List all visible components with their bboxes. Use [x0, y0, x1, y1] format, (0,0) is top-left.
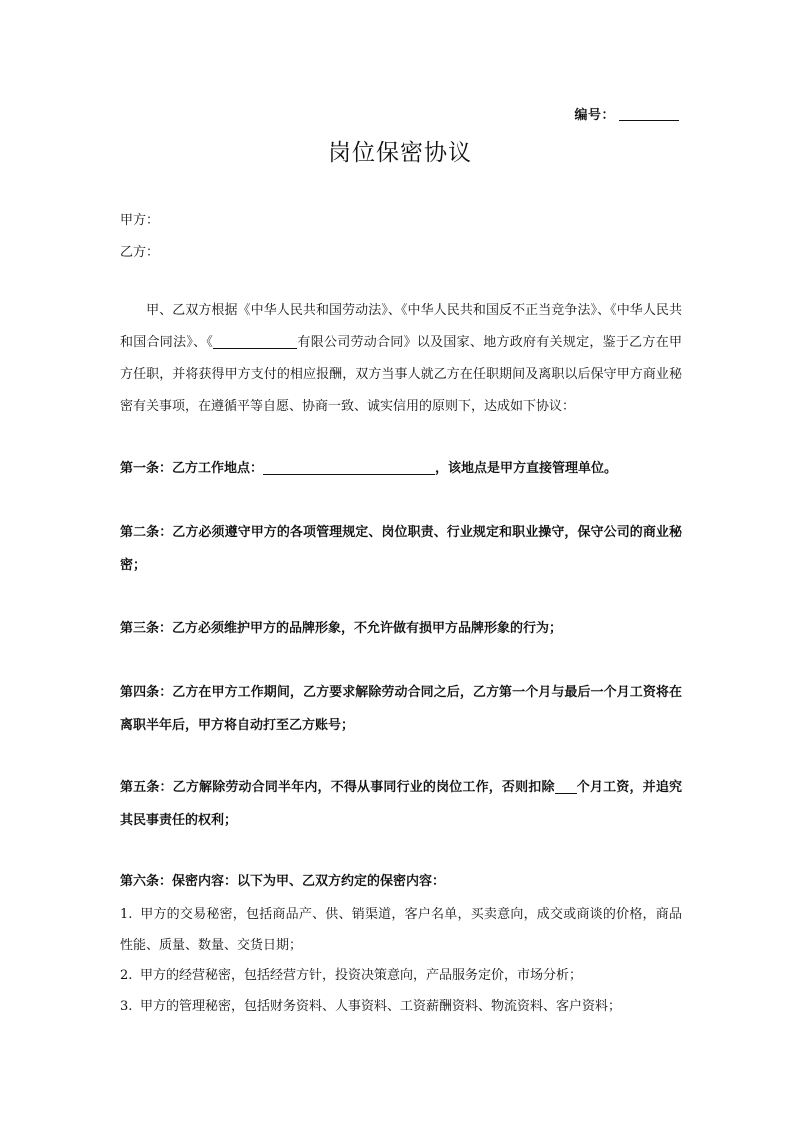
list-item-number: 1.	[120, 907, 133, 922]
months-blank	[555, 778, 577, 794]
clause-5-text-before: 第五条：乙方解除劳动合同半年内，不得从事同行业的岗位工作，否则扣除	[120, 780, 555, 795]
clause-5-text-after: 个月工资，并追究其民事责任的权利；	[120, 780, 682, 828]
party-b-label: 乙方：	[120, 245, 160, 260]
company-name-blank	[213, 333, 297, 349]
work-location-blank	[263, 459, 435, 475]
clause-2: 第二条：乙方必须遵守甲方的各项管理规定、岗位职责、行业规定和职业操守，保守公司的商业秘密；	[120, 525, 682, 573]
list-item	[120, 960, 682, 991]
intro-text-1: 甲、乙双方根据《中华人民共和国劳动法》、《中华人民共和国反不正当竞争法》、《中华人民共和国合同法》、《	[120, 303, 682, 350]
document-number	[574, 104, 679, 123]
list-item-text: 甲方的交易秘密，包括商品产、供、销渠道，客户名单，买卖意向，成交或商谈的价格，商品性能、质量、数量、交货日期；	[120, 907, 682, 953]
intro-paragraph	[120, 295, 682, 423]
list-item-number: 3.	[120, 999, 133, 1014]
clause-1	[120, 452, 682, 485]
list-item	[120, 991, 682, 1022]
intro-text-2: 有限公司劳动合同》以及国家、地方政府有关规定，鉴于乙方在甲方任职，并将获得甲方支付的相应报酬，双方当事人就乙方在任职期间及离职以后保守甲方商业秘密有关事项，在遵循平等自愿、协商一致、诚实信用的原则下，达成如下协议：	[120, 335, 682, 414]
document-number-label: 编号：	[574, 108, 615, 123]
document-number-blank	[619, 108, 679, 121]
clause-4: 第四条：乙方在甲方工作期间，乙方要求解除劳动合同之后，乙方第一个月与最后一个月工资将在离职半年后，甲方将自动打至乙方账号；	[120, 685, 682, 733]
clause-1-text-after: ，该地点是甲方直接管理单位。	[435, 461, 618, 476]
list-item-number: 2.	[120, 968, 133, 983]
list-item	[120, 899, 682, 961]
list-item-text: 甲方的管理秘密，包括财务资料、人事资料、工资薪酬资料、物流资料、客户资料；	[140, 999, 622, 1014]
clause-6: 第六条：保密内容：以下为甲、乙双方约定的保密内容：	[120, 874, 446, 889]
party-a-label: 甲方：	[120, 213, 160, 228]
document-title: 岗位保密协议	[328, 140, 472, 166]
clause-1-text-before: 第一条：乙方工作地点：	[120, 461, 264, 476]
clause-5	[120, 771, 682, 837]
list-item-text: 甲方的经营秘密，包括经营方针，投资决策意向，产品服务定价，市场分析；	[140, 968, 583, 983]
clause-3: 第三条：乙方必须维护甲方的品牌形象，不允许做有损甲方品牌形象的行为；	[120, 621, 563, 636]
